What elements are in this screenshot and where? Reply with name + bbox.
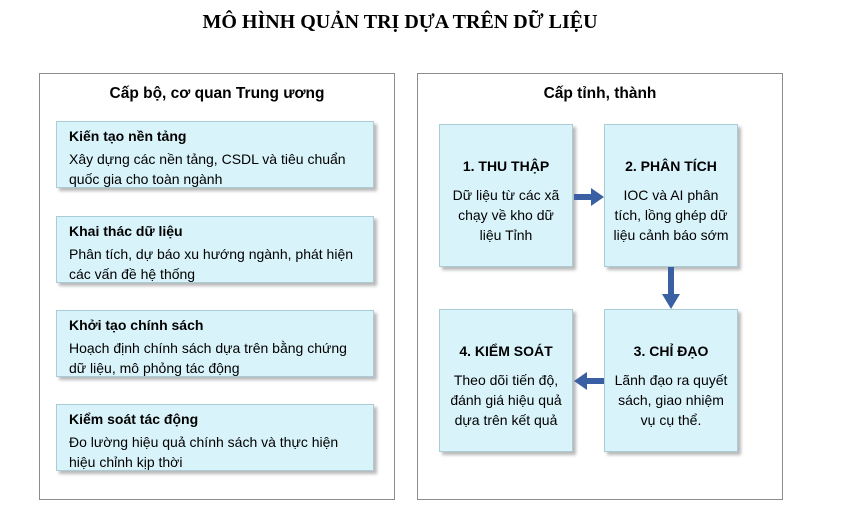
central-item-title: Kiến tạo nền tảng — [69, 128, 187, 144]
central-item-title: Khai thác dữ liệu — [69, 223, 183, 239]
central-item-desc: Đo lường hiệu quả chính sách và thực hiện hiệu chỉnh kịp thời — [69, 434, 339, 470]
central-item-desc: Xây dựng các nền tảng, CSDL và tiêu chuẩn quốc gia cho toàn ngành — [69, 151, 346, 187]
arrow-left-icon — [574, 372, 604, 390]
step-analyze — [604, 124, 738, 267]
central-item-title: Kiểm soát tác động — [69, 411, 199, 427]
step-direct — [604, 309, 738, 452]
step-desc: Dữ liệu từ các xã chạy về kho dữ liệu Tỉnh — [452, 187, 560, 243]
step-desc: Lãnh đạo ra quyết sách, giao nhiệm vụ cụ thể. — [614, 372, 728, 428]
step-desc: IOC và AI phân tích, lồng ghép dữ liệu cảnh báo sớm — [613, 187, 729, 243]
step-control — [439, 309, 573, 452]
step-desc: Theo dõi tiến độ, đánh giá hiệu quả dựa trên kết quả — [450, 372, 562, 428]
central-level-heading: Cấp bộ, cơ quan Trung ương — [109, 85, 325, 102]
central-item-desc: Hoạch định chính sách dựa trên bằng chứng dữ liệu, mô phỏng tác động — [69, 340, 347, 376]
provincial-level-panel — [417, 73, 783, 500]
diagram-title: MÔ HÌNH QUẢN TRỊ DỰA TRÊN DỮ LIỆU — [202, 11, 598, 33]
central-item-initiate-policy — [56, 310, 374, 377]
step-title: 2. PHÂN TÍCH — [625, 158, 717, 174]
central-item-build-platform — [56, 121, 374, 188]
step-title: 3. CHỈ ĐẠO — [633, 343, 709, 359]
provincial-level-heading: Cấp tỉnh, thành — [543, 85, 657, 102]
step-collect — [439, 124, 573, 267]
central-item-title: Khởi tạo chính sách — [69, 317, 204, 333]
step-title: 1. THU THẬP — [462, 158, 550, 174]
arrow-right-icon — [574, 188, 604, 206]
step-title: 4. KIỂM SOÁT — [459, 343, 553, 359]
central-item-control-impact — [56, 404, 374, 471]
central-item-exploit-data — [56, 216, 374, 283]
central-item-desc: Phân tích, dự báo xu hướng ngành, phát hiện các vấn đề hệ thống — [69, 246, 354, 282]
arrow-down-icon — [662, 267, 680, 309]
central-level-panel — [39, 73, 395, 500]
